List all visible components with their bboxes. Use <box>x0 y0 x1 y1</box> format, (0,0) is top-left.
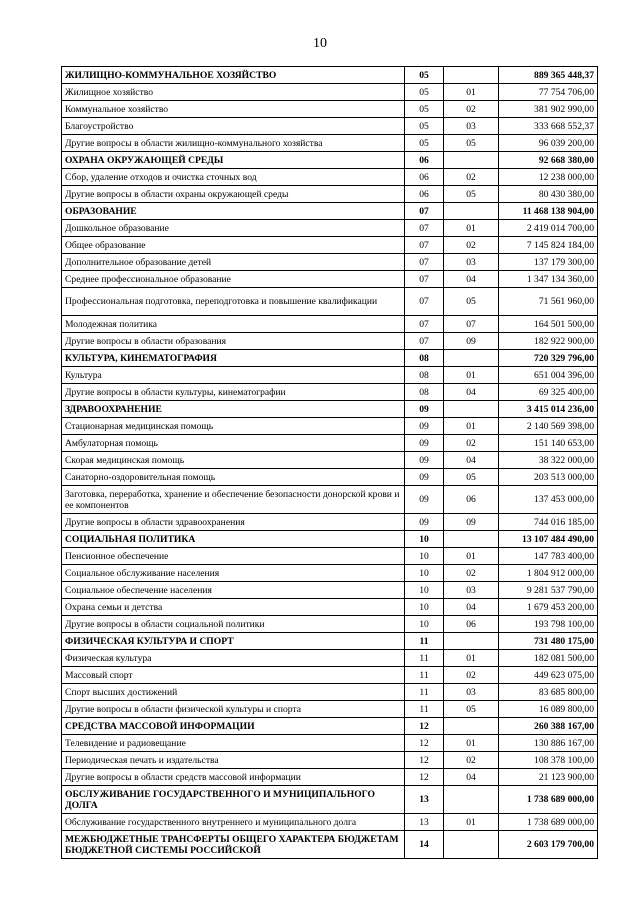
table-row <box>62 186 598 203</box>
row-name-cell: Массовый спорт <box>62 667 405 684</box>
section-code-cell: 10 <box>405 565 444 582</box>
row-name-cell: Коммунальное хозяйство <box>62 101 405 118</box>
table-row <box>62 548 598 565</box>
subsection-code-cell: 03 <box>444 582 499 599</box>
row-name-cell: ОХРАНА ОКРУЖАЮЩЕЙ СРЕДЫ <box>62 152 405 169</box>
row-name-cell: Дошкольное образование <box>62 220 405 237</box>
section-code-cell: 09 <box>405 514 444 531</box>
subsection-code-cell <box>444 786 499 814</box>
row-name-cell: Профессиональная подготовка, переподготовка и повышение квалификации <box>62 288 405 316</box>
row-name-cell: Другие вопросы в области физической культуры и спорта <box>62 701 405 718</box>
amount-cell: 2 419 014 700,00 <box>499 220 598 237</box>
section-code-cell: 05 <box>405 84 444 101</box>
table-row <box>62 486 598 514</box>
subsection-code-cell: 02 <box>444 101 499 118</box>
subsection-code-cell: 02 <box>444 169 499 186</box>
row-name-cell: Физическая культура <box>62 650 405 667</box>
section-code-cell: 08 <box>405 367 444 384</box>
table-row <box>62 769 598 786</box>
table-row <box>62 650 598 667</box>
row-name-cell: ОБСЛУЖИВАНИЕ ГОСУДАРСТВЕННОГО И МУНИЦИПАЛЬНОГО ДОЛГА <box>62 786 405 814</box>
section-row <box>62 401 598 418</box>
table-row <box>62 701 598 718</box>
amount-cell: 80 430 380,00 <box>499 186 598 203</box>
section-code-cell: 10 <box>405 548 444 565</box>
row-name-cell: Молодежная политика <box>62 316 405 333</box>
row-name-cell: Другие вопросы в области жилищно-коммунального хозяйства <box>62 135 405 152</box>
row-name-cell: Социальное обслуживание населения <box>62 565 405 582</box>
subsection-code-cell: 04 <box>444 384 499 401</box>
subsection-code-cell: 02 <box>444 237 499 254</box>
section-code-cell: 08 <box>405 384 444 401</box>
section-row <box>62 831 598 859</box>
amount-cell: 1 738 689 000,00 <box>499 814 598 831</box>
table-row <box>62 220 598 237</box>
row-name-cell: ЗДРАВООХРАНЕНИЕ <box>62 401 405 418</box>
section-code-cell: 07 <box>405 254 444 271</box>
row-name-cell: Санаторно-оздоровительная помощь <box>62 469 405 486</box>
row-name-cell: ФИЗИЧЕСКАЯ КУЛЬТУРА И СПОРТ <box>62 633 405 650</box>
amount-cell: 12 238 000,00 <box>499 169 598 186</box>
row-name-cell: Другие вопросы в области социальной политики <box>62 616 405 633</box>
row-name-cell: Заготовка, переработка, хранение и обеспечение безопасности донорской крови и ее компонентов <box>62 486 405 514</box>
amount-cell: 889 365 448,37 <box>499 67 598 84</box>
subsection-code-cell: 05 <box>444 469 499 486</box>
subsection-code-cell: 01 <box>444 814 499 831</box>
section-code-cell: 07 <box>405 271 444 288</box>
section-code-cell: 10 <box>405 582 444 599</box>
subsection-code-cell: 06 <box>444 486 499 514</box>
row-name-cell: Жилищное хозяйство <box>62 84 405 101</box>
table-row <box>62 84 598 101</box>
section-code-cell: 09 <box>405 435 444 452</box>
row-name-cell: Другие вопросы в области культуры, кинематографии <box>62 384 405 401</box>
amount-cell: 1 679 453 200,00 <box>499 599 598 616</box>
row-name-cell: Периодическая печать и издательства <box>62 752 405 769</box>
table-row <box>62 418 598 435</box>
section-code-cell: 07 <box>405 316 444 333</box>
amount-cell: 77 754 706,00 <box>499 84 598 101</box>
subsection-code-cell <box>444 718 499 735</box>
amount-cell: 13 107 484 490,00 <box>499 531 598 548</box>
row-name-cell: Скорая медицинская помощь <box>62 452 405 469</box>
amount-cell: 651 004 396,00 <box>499 367 598 384</box>
section-code-cell: 11 <box>405 701 444 718</box>
row-name-cell: Спорт высших достижений <box>62 684 405 701</box>
subsection-code-cell: 01 <box>444 650 499 667</box>
amount-cell: 182 081 500,00 <box>499 650 598 667</box>
subsection-code-cell: 04 <box>444 271 499 288</box>
section-code-cell: 05 <box>405 118 444 135</box>
amount-cell: 1 804 912 000,00 <box>499 565 598 582</box>
subsection-code-cell: 01 <box>444 220 499 237</box>
subsection-code-cell: 02 <box>444 752 499 769</box>
amount-cell: 16 089 800,00 <box>499 701 598 718</box>
row-name-cell: Другие вопросы в области здравоохранения <box>62 514 405 531</box>
amount-cell: 83 685 800,00 <box>499 684 598 701</box>
subsection-code-cell: 07 <box>444 316 499 333</box>
subsection-code-cell: 05 <box>444 701 499 718</box>
row-name-cell: Обслуживание государственного внутреннего и муниципального долга <box>62 814 405 831</box>
row-name-cell: Дополнительное образование детей <box>62 254 405 271</box>
amount-cell: 69 325 400,00 <box>499 384 598 401</box>
table-row <box>62 237 598 254</box>
row-name-cell: СОЦИАЛЬНАЯ ПОЛИТИКА <box>62 531 405 548</box>
section-code-cell: 09 <box>405 486 444 514</box>
section-code-cell: 06 <box>405 186 444 203</box>
row-name-cell: Социальное обеспечение населения <box>62 582 405 599</box>
row-name-cell: КУЛЬТУРА, КИНЕМАТОГРАФИЯ <box>62 350 405 367</box>
subsection-code-cell: 01 <box>444 548 499 565</box>
row-name-cell: ЖИЛИЩНО-КОММУНАЛЬНОЕ ХОЗЯЙСТВО <box>62 67 405 84</box>
section-code-cell: 11 <box>405 667 444 684</box>
section-code-cell: 11 <box>405 650 444 667</box>
table-row <box>62 582 598 599</box>
subsection-code-cell: 05 <box>444 186 499 203</box>
budget-table <box>61 66 598 859</box>
amount-cell: 3 415 014 236,00 <box>499 401 598 418</box>
section-code-cell: 13 <box>405 814 444 831</box>
section-code-cell: 11 <box>405 684 444 701</box>
amount-cell: 1 738 689 000,00 <box>499 786 598 814</box>
table-row <box>62 452 598 469</box>
subsection-code-cell: 05 <box>444 288 499 316</box>
section-code-cell: 07 <box>405 203 444 220</box>
amount-cell: 731 480 175,00 <box>499 633 598 650</box>
section-code-cell: 12 <box>405 735 444 752</box>
row-name-cell: Телевидение и радиовещание <box>62 735 405 752</box>
row-name-cell: Пенсионное обеспечение <box>62 548 405 565</box>
table-row <box>62 254 598 271</box>
section-code-cell: 10 <box>405 599 444 616</box>
amount-cell: 38 322 000,00 <box>499 452 598 469</box>
row-name-cell: СРЕДСТВА МАССОВОЙ ИНФОРМАЦИИ <box>62 718 405 735</box>
section-code-cell: 07 <box>405 288 444 316</box>
table-row <box>62 565 598 582</box>
row-name-cell: Общее образование <box>62 237 405 254</box>
subsection-code-cell <box>444 401 499 418</box>
section-code-cell: 09 <box>405 469 444 486</box>
amount-cell: 744 016 185,00 <box>499 514 598 531</box>
amount-cell: 96 039 200,00 <box>499 135 598 152</box>
budget-table-body <box>62 67 598 859</box>
subsection-code-cell: 04 <box>444 599 499 616</box>
row-name-cell: Амбулаторная помощь <box>62 435 405 452</box>
section-code-cell: 10 <box>405 531 444 548</box>
table-row <box>62 333 598 350</box>
amount-cell: 381 902 990,00 <box>499 101 598 118</box>
amount-cell: 92 668 380,00 <box>499 152 598 169</box>
amount-cell: 147 783 400,00 <box>499 548 598 565</box>
amount-cell: 21 123 900,00 <box>499 769 598 786</box>
section-row <box>62 350 598 367</box>
section-code-cell: 12 <box>405 752 444 769</box>
subsection-code-cell <box>444 152 499 169</box>
section-row <box>62 152 598 169</box>
section-row <box>62 531 598 548</box>
amount-cell: 720 329 796,00 <box>499 350 598 367</box>
amount-cell: 203 513 000,00 <box>499 469 598 486</box>
section-code-cell: 05 <box>405 67 444 84</box>
amount-cell: 182 922 900,00 <box>499 333 598 350</box>
table-row <box>62 101 598 118</box>
table-row <box>62 684 598 701</box>
section-row <box>62 633 598 650</box>
subsection-code-cell: 04 <box>444 452 499 469</box>
section-code-cell: 07 <box>405 220 444 237</box>
amount-cell: 260 388 167,00 <box>499 718 598 735</box>
subsection-code-cell: 04 <box>444 769 499 786</box>
section-code-cell: 07 <box>405 237 444 254</box>
table-row <box>62 599 598 616</box>
subsection-code-cell <box>444 531 499 548</box>
amount-cell: 108 378 100,00 <box>499 752 598 769</box>
amount-cell: 333 668 552,37 <box>499 118 598 135</box>
subsection-code-cell <box>444 203 499 220</box>
section-code-cell: 05 <box>405 101 444 118</box>
subsection-code-cell: 02 <box>444 667 499 684</box>
row-name-cell: Культура <box>62 367 405 384</box>
amount-cell: 7 145 824 184,00 <box>499 237 598 254</box>
amount-cell: 151 140 653,00 <box>499 435 598 452</box>
amount-cell: 2 140 569 398,00 <box>499 418 598 435</box>
table-row <box>62 735 598 752</box>
section-code-cell: 05 <box>405 135 444 152</box>
row-name-cell: МЕЖБЮДЖЕТНЫЕ ТРАНСФЕРТЫ ОБЩЕГО ХАРАКТЕРА БЮДЖЕТАМ БЮДЖЕТНОЙ СИСТЕМЫ РОССИЙСКОЙ <box>62 831 405 859</box>
row-name-cell: Сбор, удаление отходов и очистка сточных вод <box>62 169 405 186</box>
amount-cell: 137 179 300,00 <box>499 254 598 271</box>
section-code-cell: 06 <box>405 152 444 169</box>
subsection-code-cell: 05 <box>444 135 499 152</box>
row-name-cell: Среднее профессиональное образование <box>62 271 405 288</box>
table-row <box>62 316 598 333</box>
section-code-cell: 09 <box>405 452 444 469</box>
table-row <box>62 435 598 452</box>
subsection-code-cell: 09 <box>444 333 499 350</box>
table-row <box>62 384 598 401</box>
subsection-code-cell <box>444 67 499 84</box>
amount-cell: 2 603 179 700,00 <box>499 831 598 859</box>
section-code-cell: 13 <box>405 786 444 814</box>
subsection-code-cell: 01 <box>444 735 499 752</box>
table-row <box>62 135 598 152</box>
section-row <box>62 718 598 735</box>
subsection-code-cell: 02 <box>444 565 499 582</box>
row-name-cell: Другие вопросы в области средств массовой информации <box>62 769 405 786</box>
table-row <box>62 169 598 186</box>
page-number: 10 <box>313 36 327 51</box>
section-row <box>62 203 598 220</box>
table-row <box>62 752 598 769</box>
table-row <box>62 288 598 316</box>
subsection-code-cell: 09 <box>444 514 499 531</box>
row-name-cell: Охрана семьи и детства <box>62 599 405 616</box>
section-code-cell: 11 <box>405 633 444 650</box>
table-row <box>62 514 598 531</box>
amount-cell: 193 798 100,00 <box>499 616 598 633</box>
table-row <box>62 469 598 486</box>
subsection-code-cell: 03 <box>444 684 499 701</box>
section-code-cell: 14 <box>405 831 444 859</box>
amount-cell: 137 453 000,00 <box>499 486 598 514</box>
subsection-code-cell <box>444 633 499 650</box>
table-row <box>62 118 598 135</box>
row-name-cell: Стационарная медицинская помощь <box>62 418 405 435</box>
section-code-cell: 12 <box>405 769 444 786</box>
subsection-code-cell: 01 <box>444 84 499 101</box>
row-name-cell: Другие вопросы в области охраны окружающей среды <box>62 186 405 203</box>
section-code-cell: 08 <box>405 350 444 367</box>
section-code-cell: 09 <box>405 418 444 435</box>
section-code-cell: 07 <box>405 333 444 350</box>
amount-cell: 130 886 167,00 <box>499 735 598 752</box>
subsection-code-cell: 03 <box>444 254 499 271</box>
subsection-code-cell <box>444 831 499 859</box>
table-row <box>62 271 598 288</box>
table-row <box>62 814 598 831</box>
amount-cell: 449 623 075,00 <box>499 667 598 684</box>
table-row <box>62 616 598 633</box>
subsection-code-cell: 01 <box>444 418 499 435</box>
table-row <box>62 667 598 684</box>
row-name-cell: Другие вопросы в области образования <box>62 333 405 350</box>
amount-cell: 164 501 500,00 <box>499 316 598 333</box>
row-name-cell: Благоустройство <box>62 118 405 135</box>
section-row <box>62 67 598 84</box>
section-code-cell: 12 <box>405 718 444 735</box>
section-code-cell: 09 <box>405 401 444 418</box>
subsection-code-cell: 02 <box>444 435 499 452</box>
amount-cell: 71 561 960,00 <box>499 288 598 316</box>
table-row <box>62 367 598 384</box>
subsection-code-cell: 03 <box>444 118 499 135</box>
amount-cell: 9 281 537 790,00 <box>499 582 598 599</box>
subsection-code-cell: 01 <box>444 367 499 384</box>
row-name-cell: ОБРАЗОВАНИЕ <box>62 203 405 220</box>
section-code-cell: 06 <box>405 169 444 186</box>
amount-cell: 1 347 134 360,00 <box>499 271 598 288</box>
section-code-cell: 10 <box>405 616 444 633</box>
section-row <box>62 786 598 814</box>
subsection-code-cell: 06 <box>444 616 499 633</box>
amount-cell: 11 468 138 904,00 <box>499 203 598 220</box>
subsection-code-cell <box>444 350 499 367</box>
